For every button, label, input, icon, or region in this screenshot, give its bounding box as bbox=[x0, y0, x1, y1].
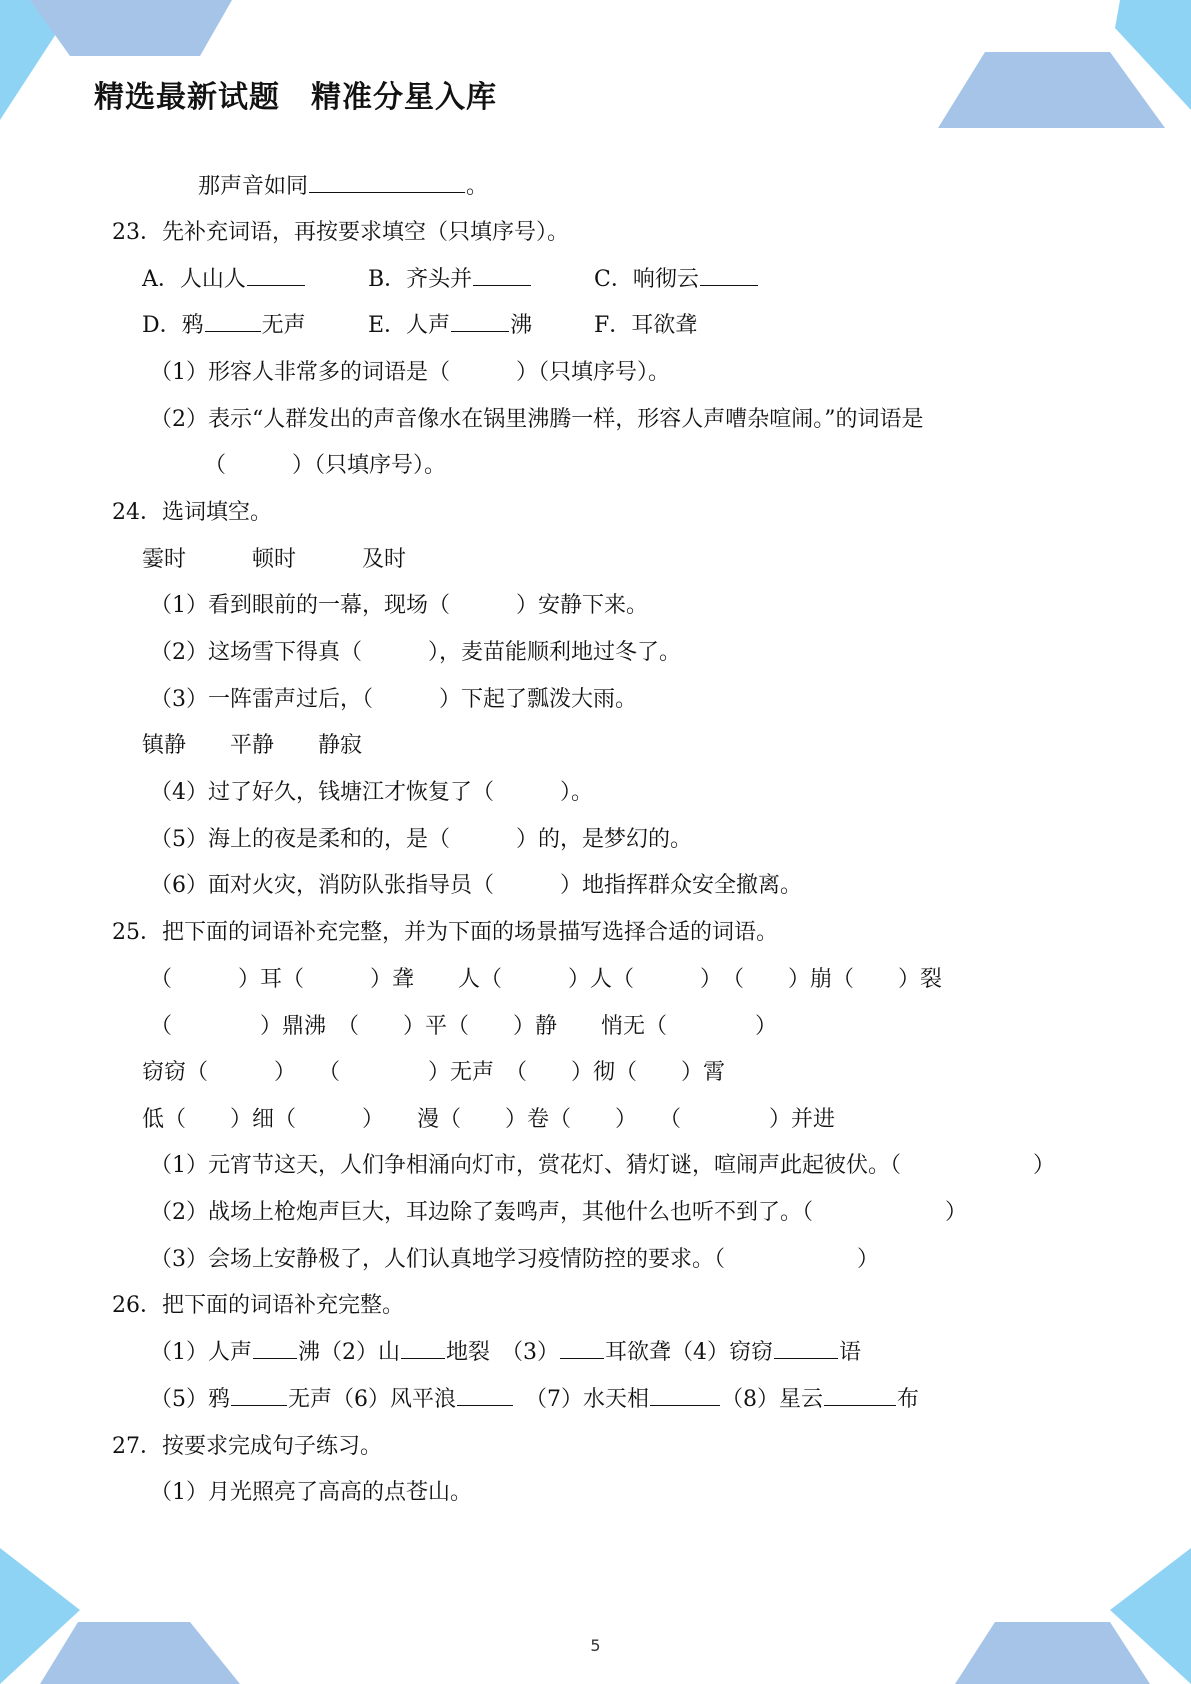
q23-option-a: A．人山人 bbox=[142, 265, 306, 295]
question-27: 27．按要求完成句子练习。 bbox=[112, 1434, 382, 1459]
blank-line bbox=[457, 1387, 513, 1406]
q25-row-2: （ ）鼎沸 （ ）平（ ）静 悄无（ ） bbox=[150, 1014, 778, 1039]
blank-line bbox=[247, 267, 305, 286]
blank-line bbox=[451, 313, 509, 332]
q25-row-1: （ ）耳（ ）聋 人（ ）人（ ） （ ）崩（ ）裂 bbox=[150, 967, 943, 992]
blank-line bbox=[650, 1387, 720, 1406]
q24-sub-1: （1）看到眼前的一幕，现场（ ）安静下来。 bbox=[150, 593, 648, 618]
q23-option-d: D．鸦 无声 bbox=[142, 313, 306, 338]
blank-line bbox=[205, 313, 261, 332]
q23-option-b: B．齐头并 bbox=[368, 265, 532, 295]
q23-option-c: C．响彻云 bbox=[594, 265, 759, 295]
blank-line bbox=[309, 174, 465, 193]
question-25: 25．把下面的词语补充完整，并为下面的场景描写选择合适的词语。 bbox=[112, 920, 778, 945]
question-26: 26．把下面的词语补充完整。 bbox=[112, 1293, 404, 1318]
text-line: 那声音如同 。 bbox=[198, 174, 489, 199]
question-24: 24．选词填空。 bbox=[112, 500, 272, 525]
q24-sub-6: （6）面对火灾，消防队张指导员（ ）地指挥群众安全撤离。 bbox=[150, 873, 802, 898]
q26-row-2: （5）鸦 无声（6）风平浪 （7）水天相 （8）星云 布 bbox=[150, 1387, 920, 1412]
blank-line bbox=[401, 1340, 445, 1359]
blank-line bbox=[824, 1387, 896, 1406]
q25-sub-1: （1）元宵节这天，人们争相涌向灯市，赏花灯、猜灯谜，喧闹声此起彼伏。（ ） bbox=[150, 1153, 1056, 1178]
blank-line bbox=[253, 1340, 297, 1359]
blank-line bbox=[560, 1340, 604, 1359]
page-number: 5 bbox=[590, 1636, 601, 1655]
top-left-band-shape bbox=[30, 0, 232, 56]
q24-sub-5: （5）海上的夜是柔和的，是（ ）的，是梦幻的。 bbox=[150, 827, 692, 852]
page-header-title: 精选最新试题 精准分星入库 bbox=[94, 80, 497, 115]
q26-row-1: （1）人声 沸（2）山 地裂 （3） 耳欲聋（4）窃窃 语 bbox=[150, 1340, 862, 1365]
q23-sub-2-cont: （ ）（只填序号）。 bbox=[204, 453, 447, 478]
q23-option-f: F．耳欲聋 bbox=[594, 313, 698, 338]
q24-word-choices-1: 霎时 顿时 及时 bbox=[142, 547, 407, 572]
q25-sub-3: （3）会场上安静极了，人们认真地学习疫情防控的要求。（ ） bbox=[150, 1247, 879, 1272]
q24-sub-4: （4）过了好久，钱塘江才恢复了（ ）。 bbox=[150, 780, 593, 805]
q24-sub-3: （3）一阵雷声过后，（ ）下起了瓢泼大雨。 bbox=[150, 687, 637, 712]
q24-word-choices-2: 镇静 平静 静寂 bbox=[142, 733, 363, 758]
q25-row-3: 窃窃（ ） （ ）无声 （ ）彻（ ）霄 bbox=[142, 1060, 726, 1085]
blank-line bbox=[700, 267, 758, 286]
blank-line bbox=[473, 267, 531, 286]
q24-sub-2: （2）这场雪下得真（ ），麦苗能顺利地过冬了。 bbox=[150, 640, 681, 665]
q23-sub-2: （2）表示“人群发出的声音像水在锅里沸腾一样，形容人声嘈杂喧闹。”的词语是 bbox=[150, 407, 924, 432]
question-23: 23．先补充词语，再按要求填空（只填序号）。 bbox=[112, 220, 569, 245]
q27-sub-1: （1）月光照亮了高高的点苍山。 bbox=[150, 1480, 472, 1505]
top-right-trapezoid-shape bbox=[938, 52, 1165, 128]
blank-line bbox=[774, 1340, 838, 1359]
q23-sub-1: （1）形容人非常多的词语是（ ）（只填序号）。 bbox=[150, 360, 670, 385]
q23-option-e: E．人声 沸 bbox=[368, 313, 533, 338]
q25-sub-2: （2）战场上枪炮声巨大，耳边除了轰鸣声，其他什么也听不到了。（ ） bbox=[150, 1200, 967, 1225]
q25-row-4: 低（ ）细（ ） 漫（ ）卷（ ） （ ）并进 bbox=[142, 1107, 836, 1132]
blank-line bbox=[231, 1387, 287, 1406]
